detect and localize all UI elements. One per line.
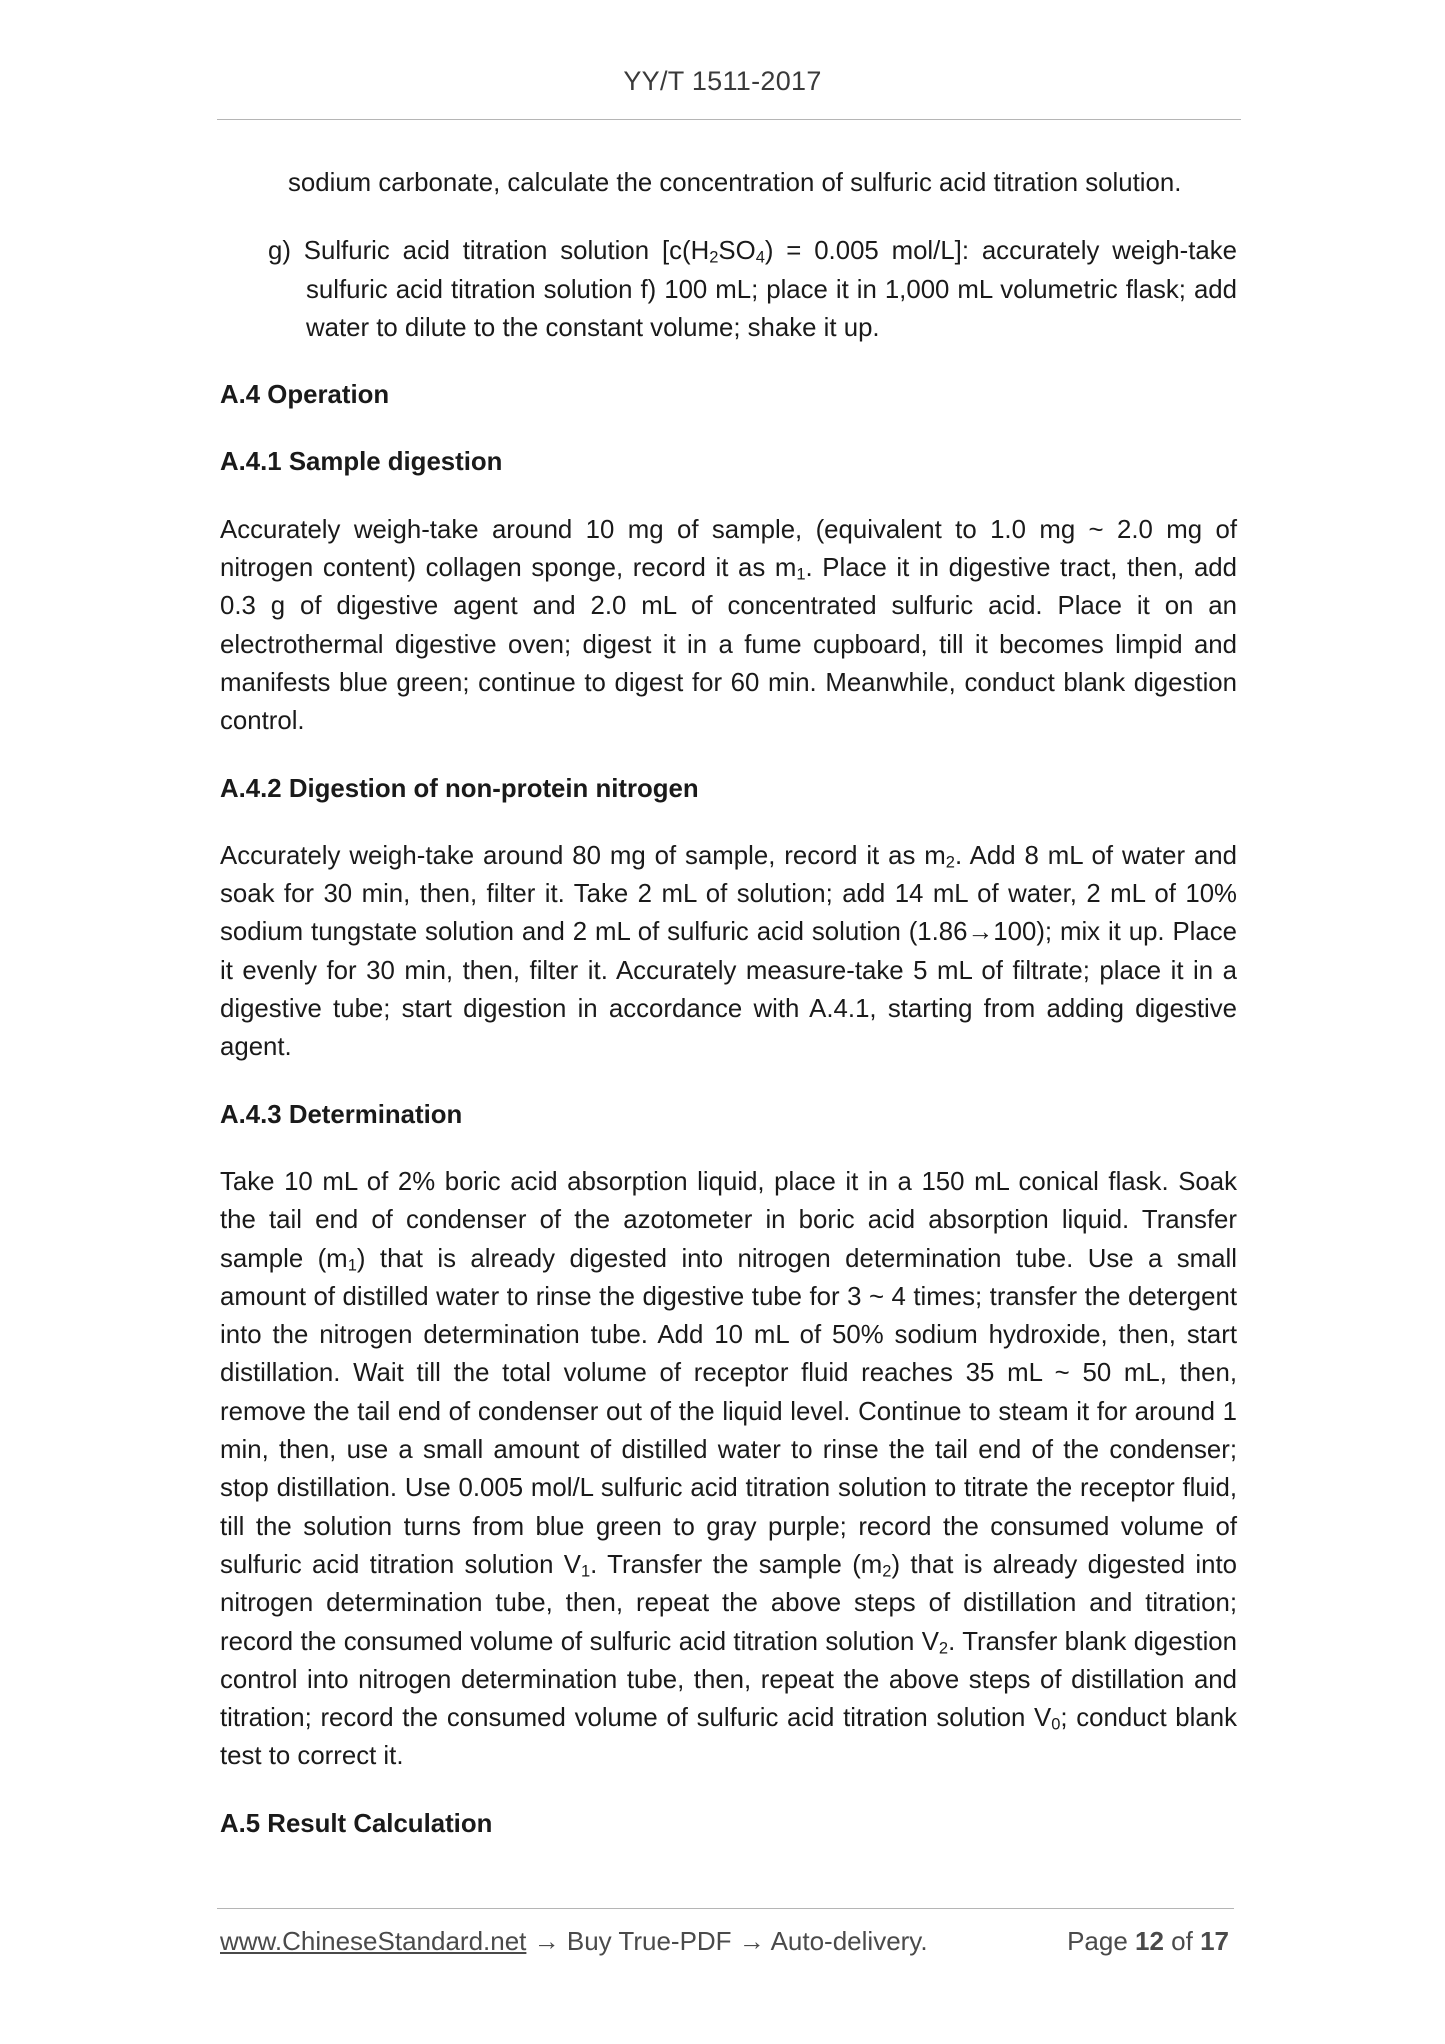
header-divider — [217, 119, 1241, 120]
section-heading-a42: A.4.2 Digestion of non-protein nitrogen — [220, 774, 699, 803]
section-heading-a4: A.4 Operation — [220, 381, 390, 410]
paragraph-a41: Accurately weigh-take around 10 mg of sample, (equivalent to 1.0 mg ~ 2.0 mg of nitrogen content) collagen sponge, record it as $m_1$. Place it in digestive tract, then, add 0.3 g of digestive agent and 2.0 mL of concentrated sulfuric acid. Place it on an electrothermal digestive oven; digest it in a fume cupboard, till it becomes limpid and manifests blue green; continue to digest for 60 min. Meanwhile, conduct blank digestion control. — [220, 515, 1237, 736]
list-item-g: g) Sulfuric acid titration solution [$c(H_2SO_4) = 0.005$ mol/L]: accurately weigh-take sulfuric acid titration solution f) 100 mL; place it in 1,000 mL volumetric flask; add water to dilute to the constant volume; shake it up. — [268, 237, 1237, 342]
page-number: Page 12 of 17 — [1067, 1926, 1229, 1956]
paragraph-continued: sodium carbonate, calculate the concentration of sulfuric acid titration solution. — [288, 169, 1182, 197]
footer-divider — [217, 1908, 1234, 1909]
website-link[interactable]: www.ChineseStandard.net — [220, 1926, 527, 1956]
section-heading-a41: A.4.1 Sample digestion — [220, 448, 503, 477]
running-header: YY/T 1511-2017 — [623, 66, 822, 96]
current-page: 12 — [1135, 1926, 1164, 1956]
section-heading-a43: A.4.3 Determination — [220, 1100, 463, 1129]
section-heading-a5: A.5 Result Calculation — [220, 1809, 493, 1838]
page-footer — [220, 1926, 1237, 1957]
paragraph-a42: Accurately weigh-take around 80 mg of sample, record it as $m_2$. Add 8 mL of water and soak for 30 min, then, filter it. Take 2 mL of solution; add 14 mL of water, 2 mL of 10% sodium tungstate solution and 2 mL of sulfuric acid solution (1.86→100); mix it up. Place it evenly for 30 min, then, filter it. Accurately measure-take 5 mL of filtrate; place it in a digestive tube; start digestion in accordance with A.4.1, starting from adding digestive agent. — [220, 841, 1237, 1062]
paragraph-a43: Take 10 mL of 2% boric acid absorption liquid, place it in a 150 mL conical flask. Soak the tail end of condenser of the azotometer in boric acid absorption liquid. Transfer sample $(m_1)$ that is already digested into nitrogen determination tube. Use a small amount of distilled water to rinse the digestive tube for 3 ~ 4 times; transfer the detergent into the nitrogen determination tube. Add 10 mL of 50% sodium hydroxide, then, start distillation. Wait till the total volume of receptor fluid reaches 35 mL ~ 50 mL, then, remove the tail end of condenser out of the liquid level. Continue to steam it for around 1 min, then, use a small amount of distilled water to rinse the tail end of the condenser; stop distillation. Use 0.005 mol/L sulfuric acid titration solution to titrate the receptor fluid, till the solution turns from blue green to gray purple; record the consumed volume of sulfuric acid titration solution $V_1$. Transfer the sample $(m_2)$ that is already digested into nitrogen determination tube, then, repeat the above steps of distillation and titration; record the consumed volume of sulfuric acid titration solution $V_2$. Transfer blank digestion control into nitrogen determination tube, then, repeat the above steps of distillation and titration; record the consumed volume of sulfuric acid titration solution $V_0$; conduct blank test to correct it. — [220, 1167, 1237, 1771]
footer-tagline: → Buy True-PDF → Auto-delivery. — [526, 1926, 928, 1956]
document-body — [220, 164, 1237, 1843]
total-pages: 17 — [1200, 1926, 1229, 1956]
